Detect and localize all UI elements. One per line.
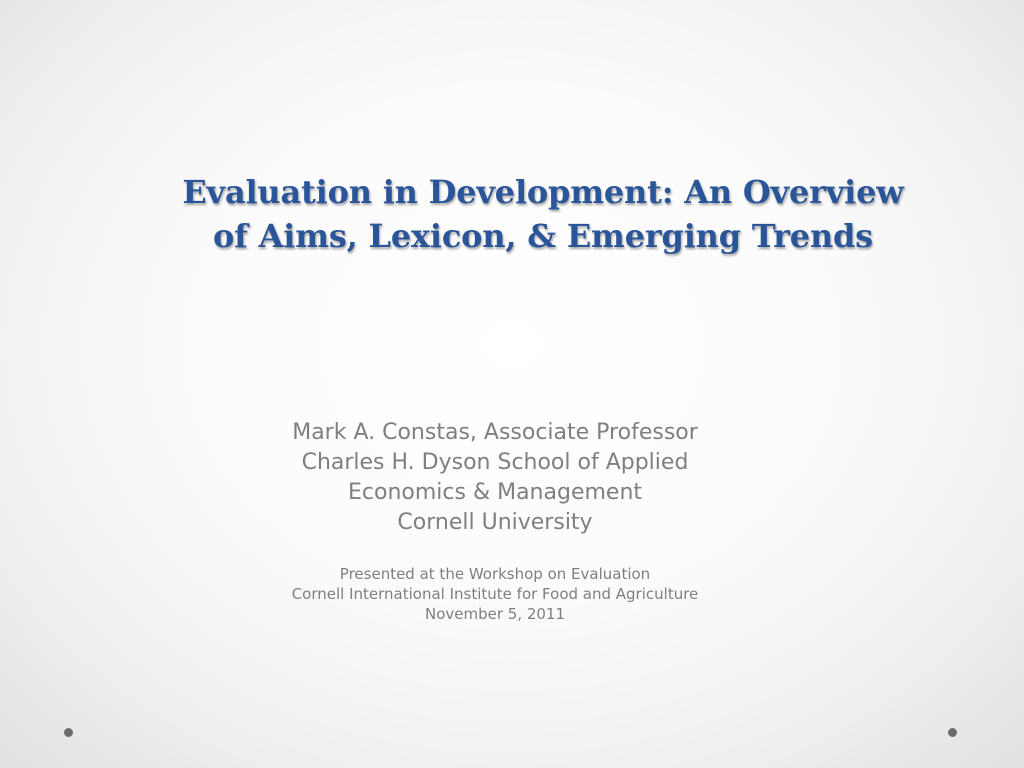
decorative-dot-right xyxy=(948,728,957,737)
author-university-line: Cornell University xyxy=(397,510,593,535)
author-affiliation-line-1: Charles H. Dyson School of Applied xyxy=(301,450,689,475)
slide-title-line-1: Evaluation in Development: An Overview xyxy=(182,173,904,211)
slide-title-line-2: of Aims, Lexicon, & Emerging Trends xyxy=(212,217,874,255)
institute-line: Cornell International Institute for Food and Agriculture xyxy=(291,585,699,603)
slide-title xyxy=(150,170,936,258)
author-affiliation-line-2: Economics & Management xyxy=(347,480,643,505)
presented-at-line: Presented at the Workshop on Evaluation xyxy=(339,565,651,583)
author-info xyxy=(200,418,790,538)
decorative-dot-left xyxy=(64,728,73,737)
author-name-line: Mark A. Constas, Associate Professor xyxy=(292,420,698,445)
date-line: November 5, 2011 xyxy=(424,605,566,623)
presentation-info xyxy=(200,564,790,624)
